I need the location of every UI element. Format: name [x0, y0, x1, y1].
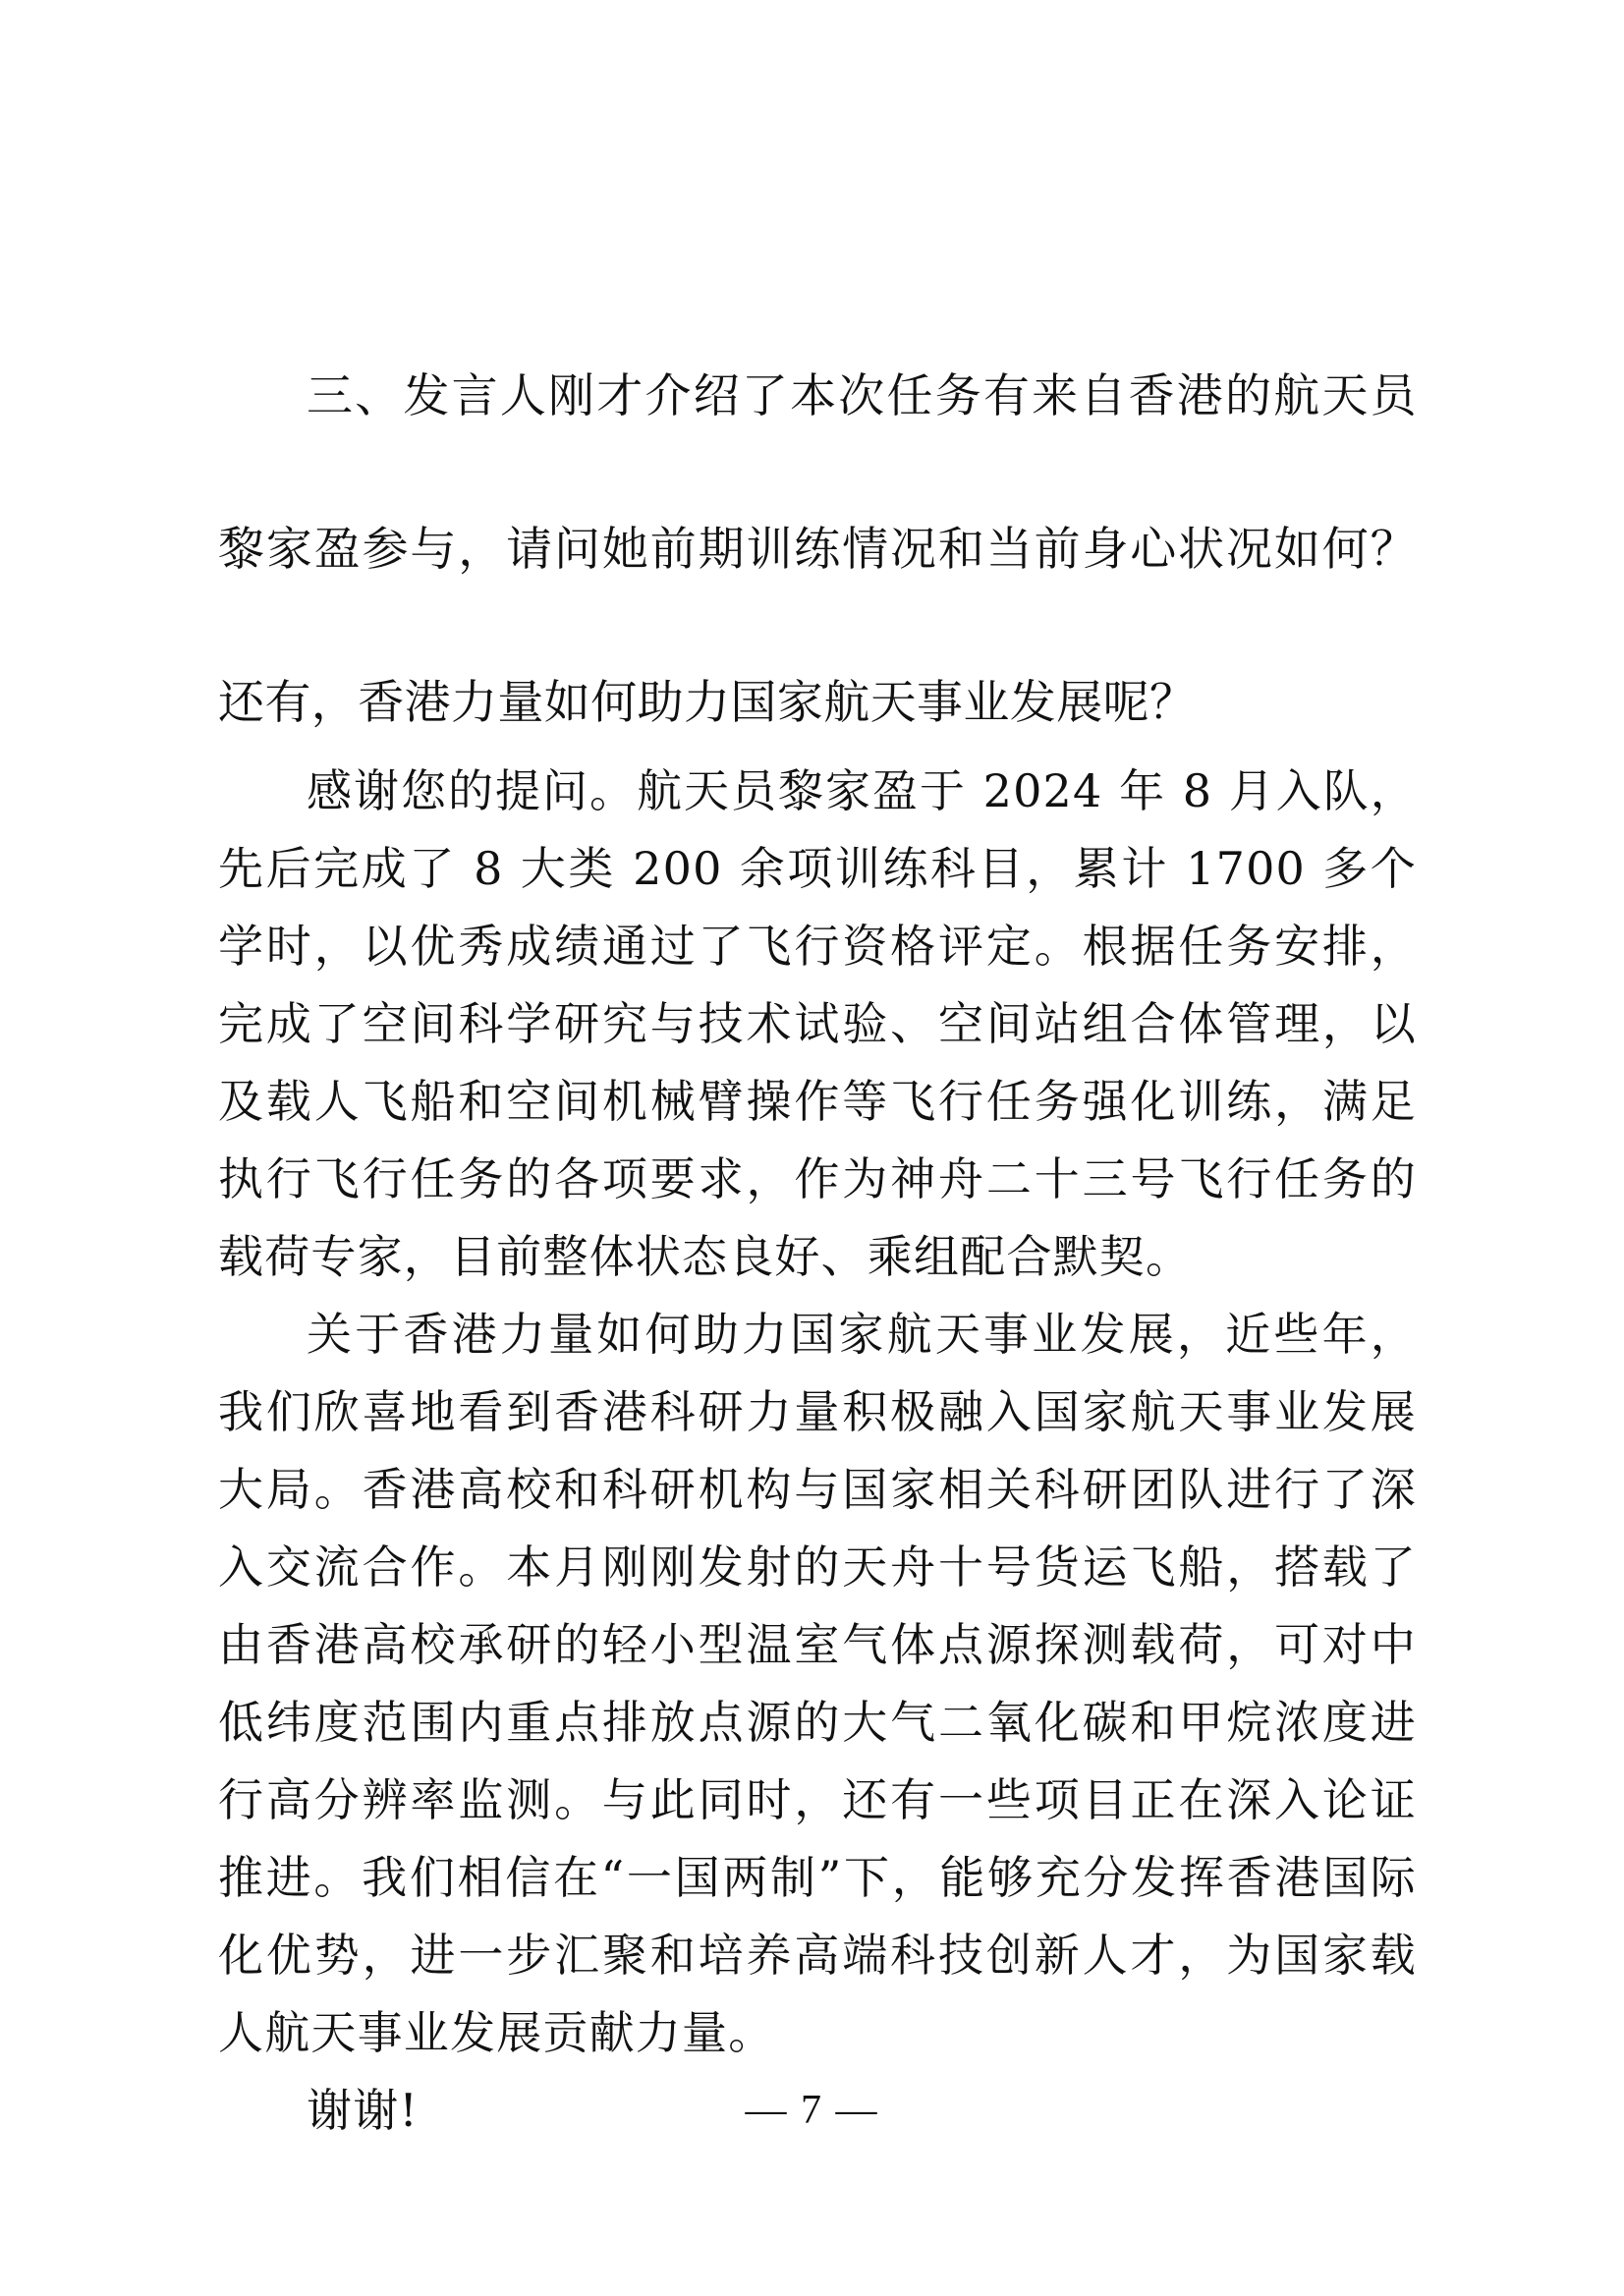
- answer-section: [218, 753, 1417, 2150]
- answer-paragraph-hongkong: 关于香港力量如何助力国家航天事业发展，近些年，我们欣喜地看到香港科研力量积极融入国家航天事业发展大局。香港高校和科研机构与国家相关科研团队进行了深入交流合作。本月刚刚发射的天舟十号货运飞船，搭载了由香港高校承研的轻小型温室气体点源探测载荷，可对中低纬度范围内重点排放点源的大气二氧化碳和甲烷浓度进行高分辨率监测。与此同时，还有一些项目正在深入论证推进。我们相信在“一国两制”下，能够充分发挥香港国际化优势，进一步汇聚和培养高端科技创新人才，为国家载人航天事业发展贡献力量。: [218, 1308, 1417, 2059]
- page-number: — 7 —: [745, 2088, 879, 2133]
- question-paragraph: 三、发言人刚才介绍了本次任务有来自香港的航天员黎家盈参与，请问她前期训练情况和当前身心状况如何？还有，香港力量如何助力国家航天事业发展呢？: [218, 369, 1417, 730]
- answer-paragraph-training: 感谢您的提问。航天员黎家盈于 2024 年 8 月入队，先后完成了 8 大类 200 余项训练科目，累计 1700 多个学时，以优秀成绩通过了飞行资格评定。根据任务安排，完成了空间科学研究与技术试验、空间站组合体管理，以及载人飞船和空间机械臂操作等飞行任务强化训练，满足执行飞行任务的各项要求，作为神舟二十三号飞行任务的载荷专家，目前整体状态良好、乘组配合默契。: [218, 764, 1417, 1283]
- answer-paragraph-thanks: 谢谢!: [307, 2084, 420, 2137]
